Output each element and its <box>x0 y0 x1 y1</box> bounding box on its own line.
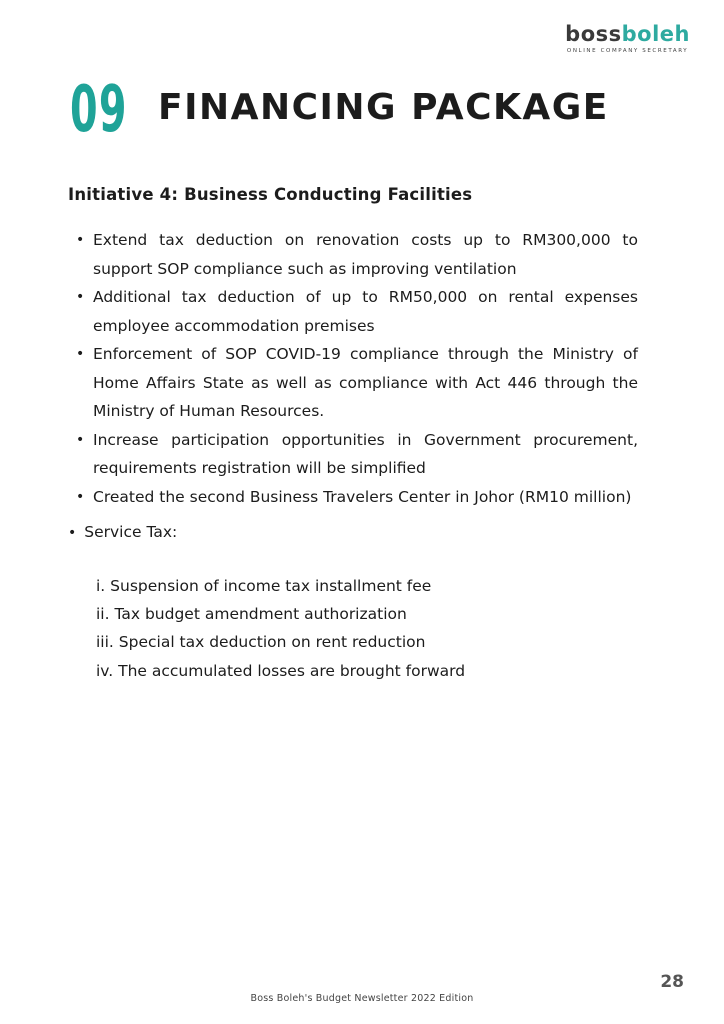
service-tax-item: iv. The accumulated losses are brought forward <box>96 661 466 680</box>
initiative-bullet-list <box>76 226 638 511</box>
service-tax-item: ii. Tax budget amendment authorization <box>96 605 407 624</box>
page-title: FINANCING PACKAGE <box>158 87 609 128</box>
service-tax-item: i. Suspension of income tax installment fee <box>96 577 432 595</box>
bullet-item: • Created the second Business Travelers Center in Johor (RM10 million) <box>76 483 638 512</box>
brand-logo <box>565 22 690 54</box>
service-tax-heading <box>68 518 177 547</box>
logo-word-boss: boss <box>565 22 622 46</box>
logo-word-boleh: boleh <box>621 22 690 46</box>
bullet-item: • Enforcement of SOP COVID-19 compliance through the Ministry of Home Affairs State as well as compliance with Act 446 through the Ministry of Human Resources. <box>76 340 638 426</box>
bullet-item: • Increase participation opportunities in Government procurement, requirements registration will be simplified <box>76 426 638 483</box>
bullet-item: • Additional tax deduction of up to RM50,000 on rental expenses employee accommodation premises <box>76 283 638 340</box>
service-tax-list <box>96 572 465 685</box>
service-tax-item: iii. Special tax deduction on rent reduction <box>96 633 426 652</box>
logo-wordmark <box>565 22 690 46</box>
footer-text: Boss Boleh's Budget Newsletter 2022 Edition <box>250 993 474 1004</box>
section-number: 09 <box>70 73 128 147</box>
logo-tagline: ONLINE COMPANY SECRETARY <box>566 48 689 54</box>
bullet-dot: • <box>68 525 77 541</box>
service-tax-label: Service Tax: <box>84 523 178 541</box>
page-number: 28 <box>660 972 684 992</box>
bullet-item: • Extend tax deduction on renovation costs up to RM300,000 to support SOP compliance such as improving ventilation <box>76 226 638 283</box>
initiative-heading: Initiative 4: Business Conducting Facilities <box>68 185 473 204</box>
